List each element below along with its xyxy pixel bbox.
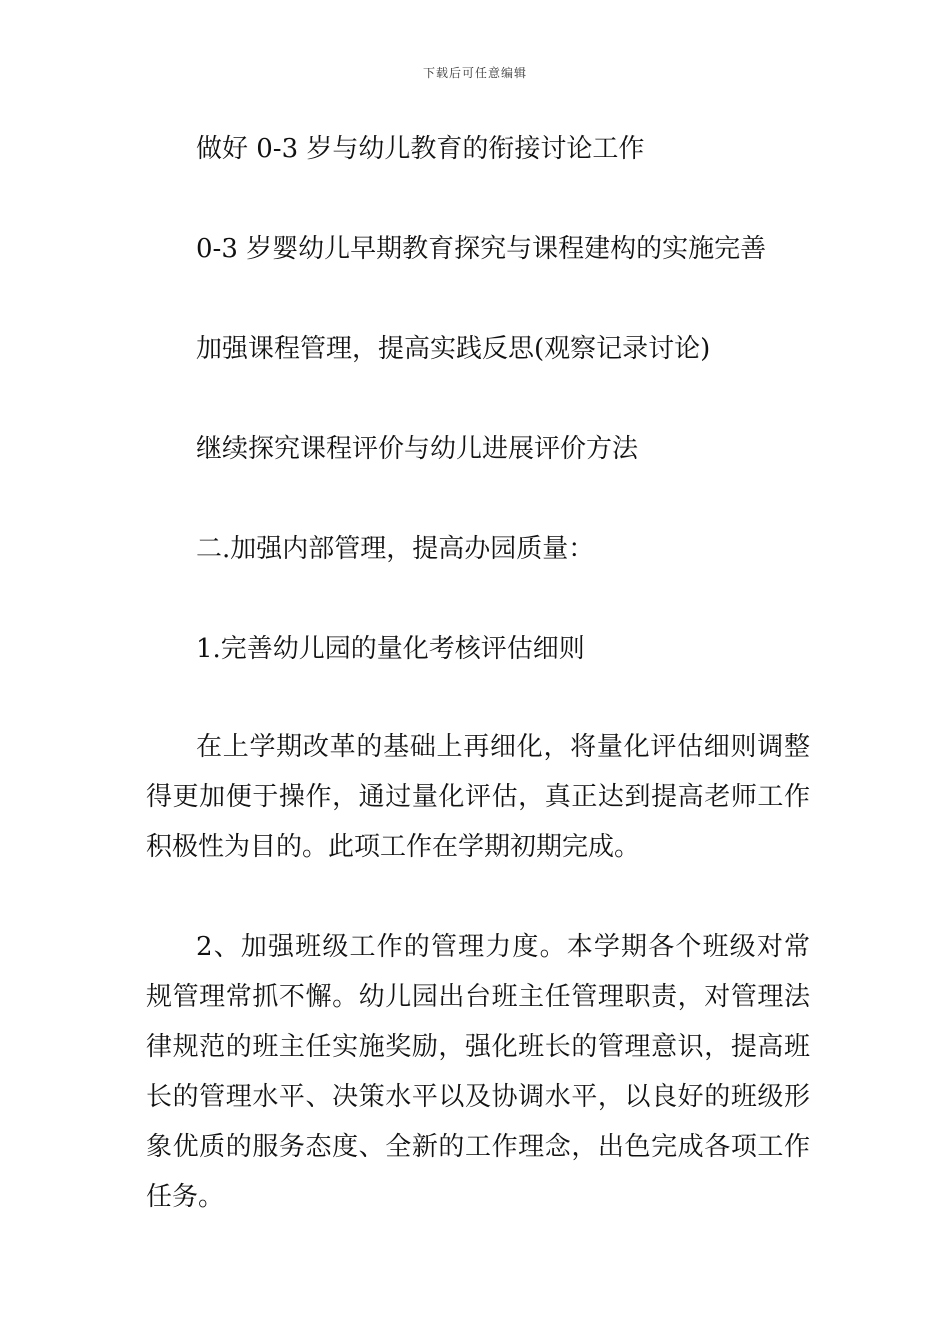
list-item: 加强课程管理，提高实践反思(观察记录讨论) bbox=[196, 334, 711, 364]
list-item: 做好 0-3 岁与幼儿教育的衔接讨论工作 bbox=[196, 134, 645, 164]
page-header: 下载后可任意编辑 bbox=[422, 66, 527, 80]
subsection-heading: 1.完善幼儿园的量化考核评估细则 bbox=[196, 634, 585, 664]
list-item: 继续探究课程评价与幼儿进展评价方法 bbox=[196, 434, 639, 464]
list-item: 0-3 岁婴幼儿早期教育探究与课程建构的实施完善 bbox=[196, 234, 767, 264]
body-paragraph: 2、加强班级工作的管理力度。本学期各个班级对常规管理常抓不懈。幼儿园出台班主任管理职责，对管理法律规范的班主任实施奖励，强化班长的管理意识，提高班长的管理水平、决策水平以及协调水平，以良好的班级形象优质的服务态度、全新的工作理念，出色完成各项工作任务。 bbox=[146, 932, 810, 1212]
body-paragraph: 在上学期改革的基础上再细化，将量化评估细则调整得更加便于操作，通过量化评估，真正达到提高老师工作积极性为目的。此项工作在学期初期完成。 bbox=[146, 732, 810, 862]
section-heading: 二.加强内部管理，提高办园质量： bbox=[196, 534, 595, 564]
